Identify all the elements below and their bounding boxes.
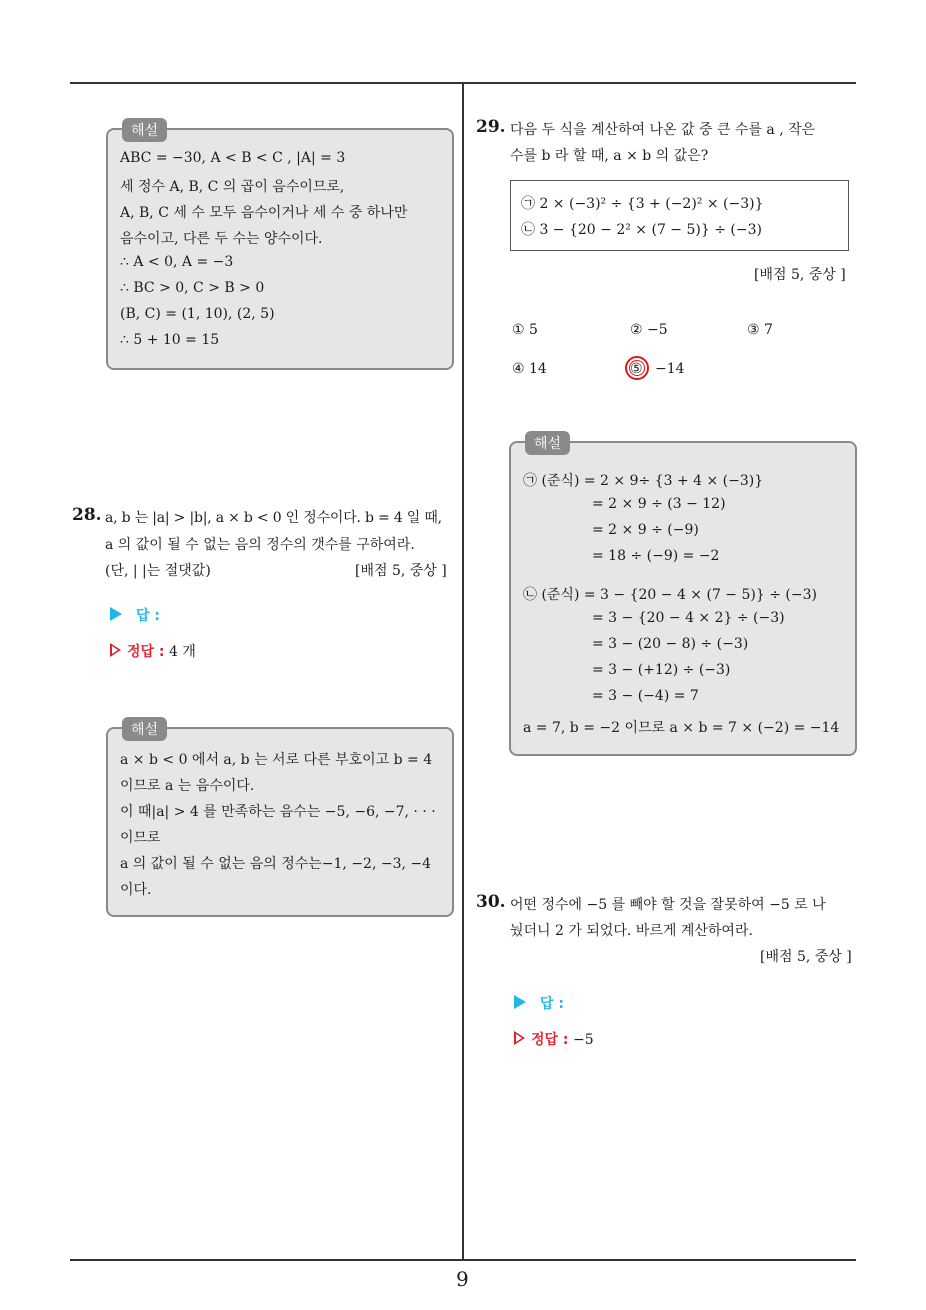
solution-line: = 3 − (+12) ÷ (−3) (592, 662, 731, 678)
answer-label: 답 : (514, 993, 564, 1013)
correct-answer (514, 1029, 594, 1049)
solution-line: ㉠ (준식) = 2 × 9÷ {3 + 4 × (−3)} (523, 473, 764, 489)
question-text-line: 눴더니 2 가 되었다. 바르게 계산하여라. (510, 923, 753, 939)
choice-5-value: −14 (655, 361, 685, 377)
solution-line: 이 때|a| > 4 를 만족하는 음수는 −5, −6, −7, · · · (120, 804, 436, 820)
triangle-outline-icon (110, 643, 121, 657)
solution-line: 이다. (120, 882, 152, 898)
solution-tag: 해설 (525, 431, 570, 455)
solution-tag: 해설 (122, 118, 167, 142)
given-expressions-box (510, 180, 849, 251)
arrow-right-icon (110, 607, 122, 621)
question-text-line: a, b 는 |a| > |b|, a × b < 0 인 정수이다. b = 4 일 때, (105, 510, 442, 526)
correct-value: −5 (572, 1032, 594, 1048)
answer-label: 답 : (110, 605, 160, 625)
question-number-30: 30. (476, 892, 506, 912)
solution-line: = 3 − (20 − 8) ÷ (−3) (592, 636, 749, 652)
question-number-29: 29. (476, 117, 506, 137)
solution-line: ABC = −30, A < B < C , |A| = 3 (120, 150, 346, 166)
question-number-28: 28. (72, 505, 102, 525)
choice-1[interactable]: ① 5 (512, 322, 538, 338)
choice-5[interactable]: ⑤ (630, 361, 643, 377)
given-expression: ㉡ 3 − {20 − 2² × (7 − 5)} ÷ (−3) (521, 222, 762, 238)
solution-box-29 (509, 436, 857, 756)
solution-line: (B, C) = (1, 10), (2, 5) (120, 306, 275, 322)
score-meta: [배점 5, 중상 ] (355, 563, 447, 579)
solution-line: ∴ 5 + 10 = 15 (120, 332, 220, 348)
bottom-rule (70, 1259, 856, 1261)
question-text-line: a 의 값이 될 수 없는 음의 정수의 갯수를 구하여라. (105, 537, 415, 553)
triangle-outline-icon (514, 1031, 525, 1045)
page-number: 9 (456, 1267, 469, 1291)
score-meta: [배점 5, 중상 ] (754, 267, 846, 283)
solution-line: = 3 − (−4) = 7 (592, 688, 699, 704)
solution-line: ㉡ (준식) = 3 − {20 − 4 × (7 − 5)} ÷ (−3) (523, 587, 817, 603)
solution-line: a 의 값이 될 수 없는 음의 정수는−1, −2, −3, −4 (120, 856, 432, 872)
choice-4[interactable]: ④ 14 (512, 361, 547, 377)
question-text-line: (단, | |는 절댓값) (105, 563, 211, 579)
question-text-line: 수를 b 라 할 때, a × b 의 값은? (510, 148, 709, 164)
solution-line: 이므로 (120, 830, 161, 846)
column-divider (462, 83, 464, 1260)
solution-line: = 3 − {20 − 4 × 2} ÷ (−3) (592, 610, 785, 626)
solution-line: = 18 ÷ (−9) = −2 (592, 548, 720, 564)
arrow-right-icon (514, 995, 526, 1009)
solution-tag: 해설 (122, 717, 167, 741)
given-expression: ㉠ 2 × (−3)² ÷ {3 + (−2)² × (−3)} (521, 196, 764, 212)
correct-label: 정답 : (127, 644, 165, 660)
solution-line: a = 7, b = −2 이므로 a × b = 7 × (−2) = −14 (523, 720, 840, 736)
solution-box-28 (106, 722, 454, 917)
question-text-line: 다음 두 식을 계산하여 나온 값 중 큰 수를 a , 작은 (510, 122, 816, 138)
solution-line: 세 정수 A, B, C 의 곱이 음수이므로, (120, 179, 345, 195)
solution-line: = 2 × 9 ÷ (−9) (592, 522, 699, 538)
score-meta: [배점 5, 중상 ] (760, 949, 852, 965)
correct-answer (110, 641, 196, 661)
solution-line: = 2 × 9 ÷ (3 − 12) (592, 496, 726, 512)
choice-2[interactable]: ② −5 (630, 322, 668, 338)
choice-3[interactable]: ③ 7 (747, 322, 773, 338)
solution-line: 음수이고, 다른 두 수는 양수이다. (120, 231, 323, 247)
correct-label: 정답 : (531, 1032, 569, 1048)
question-text-line: 어떤 정수에 −5 를 빼야 할 것을 잘못하여 −5 로 나 (510, 897, 826, 913)
solution-line: 이므로 a 는 음수이다. (120, 778, 255, 794)
solution-line: ∴ A < 0, A = −3 (120, 254, 234, 270)
correct-value: 4 개 (168, 644, 196, 660)
solution-box-27 (106, 123, 454, 370)
solution-line: A, B, C 세 수 모두 음수이거나 세 수 중 하나만 (120, 205, 408, 221)
solution-line: a × b < 0 에서 a, b 는 서로 다른 부호이고 b = 4 (120, 752, 433, 768)
solution-line: ∴ BC > 0, C > B > 0 (120, 280, 265, 296)
